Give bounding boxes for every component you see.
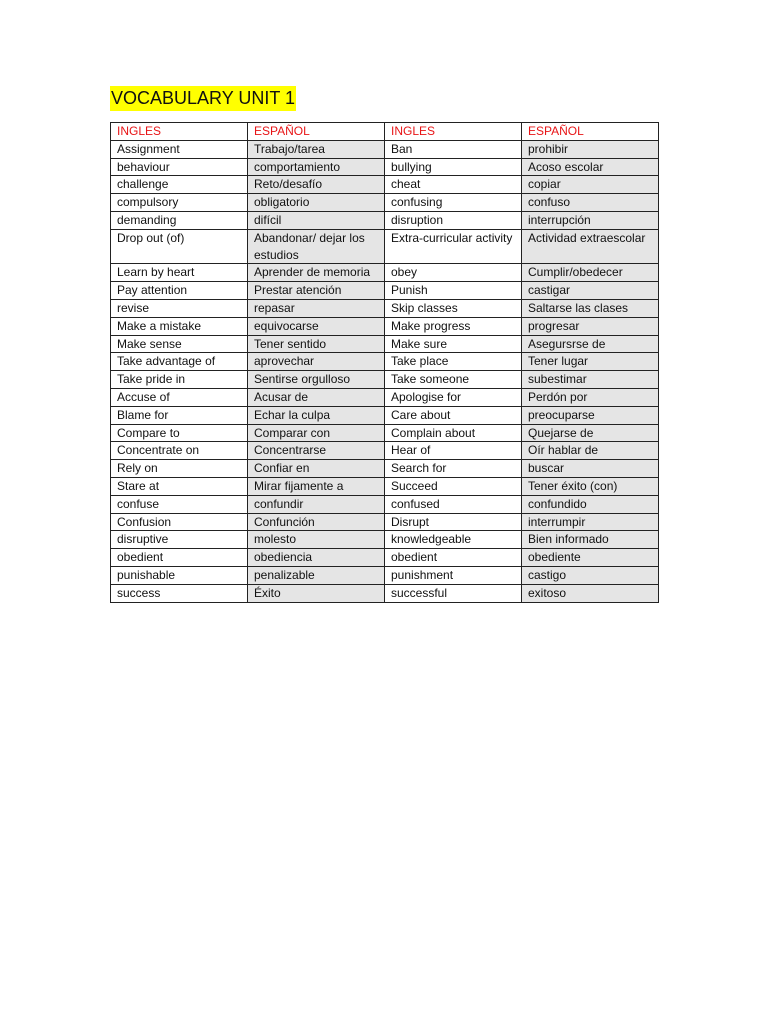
english-term: challenge (111, 176, 248, 194)
spanish-term: Oír hablar de (522, 442, 659, 460)
english-term: Pay attention (111, 282, 248, 300)
english-term: Confusion (111, 513, 248, 531)
spanish-term: confundido (522, 495, 659, 513)
english-term: Take place (385, 353, 522, 371)
spanish-term: Comparar con (248, 424, 385, 442)
spanish-term: repasar (248, 299, 385, 317)
english-term: Take someone (385, 371, 522, 389)
spanish-term: Prestar atención (248, 282, 385, 300)
english-term: Make progress (385, 317, 522, 335)
english-term: Concentrate on (111, 442, 248, 460)
english-term: Search for (385, 460, 522, 478)
table-row (111, 176, 659, 194)
spanish-term: aprovechar (248, 353, 385, 371)
english-term: disruption (385, 211, 522, 229)
table-row (111, 282, 659, 300)
table-row (111, 531, 659, 549)
spanish-term: copiar (522, 176, 659, 194)
spanish-term: obediente (522, 549, 659, 567)
table-row (111, 158, 659, 176)
english-term: behaviour (111, 158, 248, 176)
english-term: bullying (385, 158, 522, 176)
spanish-term: Confunción (248, 513, 385, 531)
spanish-term: Quejarse de (522, 424, 659, 442)
english-term: Hear of (385, 442, 522, 460)
english-term: Skip classes (385, 299, 522, 317)
spanish-term: castigo (522, 566, 659, 584)
english-term: Take pride in (111, 371, 248, 389)
spanish-term: Éxito (248, 584, 385, 602)
spanish-term: Tener éxito (con) (522, 477, 659, 495)
table-row (111, 353, 659, 371)
spanish-term: Saltarse las clases (522, 299, 659, 317)
english-term: Make a mistake (111, 317, 248, 335)
english-term: punishable (111, 566, 248, 584)
table-body (111, 140, 659, 602)
spanish-term: interrupción (522, 211, 659, 229)
spanish-term: Confiar en (248, 460, 385, 478)
spanish-term: difícil (248, 211, 385, 229)
english-term: confuse (111, 495, 248, 513)
english-term: Compare to (111, 424, 248, 442)
english-term: Blame for (111, 406, 248, 424)
header-espanol: ESPAÑOL (248, 123, 385, 141)
spanish-term: Acusar de (248, 388, 385, 406)
spanish-term: buscar (522, 460, 659, 478)
english-term: Rely on (111, 460, 248, 478)
header-ingles: INGLES (111, 123, 248, 141)
spanish-term: equivocarse (248, 317, 385, 335)
table-row (111, 477, 659, 495)
english-term: Assignment (111, 140, 248, 158)
table-row (111, 460, 659, 478)
english-term: successful (385, 584, 522, 602)
table-row (111, 406, 659, 424)
spanish-term: subestimar (522, 371, 659, 389)
spanish-term: Tener sentido (248, 335, 385, 353)
spanish-term: Tener lugar (522, 353, 659, 371)
english-term: Take advantage of (111, 353, 248, 371)
spanish-term: Reto/desafío (248, 176, 385, 194)
spanish-term: castigar (522, 282, 659, 300)
table-row (111, 566, 659, 584)
spanish-term: Abandonar/ dejar los estudios (248, 229, 385, 264)
table-row (111, 335, 659, 353)
english-term: Drop out (of) (111, 229, 248, 264)
english-term: revise (111, 299, 248, 317)
spanish-term: molesto (248, 531, 385, 549)
table-row (111, 549, 659, 567)
table-row (111, 194, 659, 212)
english-term: disruptive (111, 531, 248, 549)
spanish-term: Cumplir/obedecer (522, 264, 659, 282)
english-term: punishment (385, 566, 522, 584)
english-term: Punish (385, 282, 522, 300)
spanish-term: Trabajo/tarea (248, 140, 385, 158)
spanish-term: comportamiento (248, 158, 385, 176)
spanish-term: exitoso (522, 584, 659, 602)
english-term: demanding (111, 211, 248, 229)
english-term: compulsory (111, 194, 248, 212)
english-term: Make sure (385, 335, 522, 353)
spanish-term: preocuparse (522, 406, 659, 424)
english-term: success (111, 584, 248, 602)
spanish-term: confundir (248, 495, 385, 513)
english-term: Care about (385, 406, 522, 424)
vocabulary-table (110, 122, 659, 603)
english-term: Stare at (111, 477, 248, 495)
table-row (111, 317, 659, 335)
spanish-term: Concentrarse (248, 442, 385, 460)
spanish-term: Perdón por (522, 388, 659, 406)
english-term: obey (385, 264, 522, 282)
table-row (111, 442, 659, 460)
table-row (111, 388, 659, 406)
english-term: Apologise for (385, 388, 522, 406)
english-term: Learn by heart (111, 264, 248, 282)
english-term: Make sense (111, 335, 248, 353)
english-term: Ban (385, 140, 522, 158)
table-header-row (111, 123, 659, 141)
header-espanol: ESPAÑOL (522, 123, 659, 141)
table-row (111, 584, 659, 602)
english-term: Accuse of (111, 388, 248, 406)
table-row (111, 495, 659, 513)
english-term: confusing (385, 194, 522, 212)
english-term: obedient (385, 549, 522, 567)
header-ingles: INGLES (385, 123, 522, 141)
english-term: cheat (385, 176, 522, 194)
english-term: Extra-curricular activity (385, 229, 522, 264)
spanish-term: Mirar fijamente a (248, 477, 385, 495)
english-term: knowledgeable (385, 531, 522, 549)
spanish-term: Sentirse orgulloso (248, 371, 385, 389)
english-term: Complain about (385, 424, 522, 442)
document-title: VOCABULARY UNIT 1 (110, 86, 296, 111)
spanish-term: obligatorio (248, 194, 385, 212)
table-row (111, 229, 659, 264)
english-term: Succeed (385, 477, 522, 495)
spanish-term: interrumpir (522, 513, 659, 531)
table-row (111, 513, 659, 531)
table-row (111, 211, 659, 229)
spanish-term: Actividad extraescolar (522, 229, 659, 264)
table-row (111, 299, 659, 317)
spanish-term: penalizable (248, 566, 385, 584)
spanish-term: Asegursrse de (522, 335, 659, 353)
english-term: obedient (111, 549, 248, 567)
table-row (111, 371, 659, 389)
spanish-term: progresar (522, 317, 659, 335)
spanish-term: confuso (522, 194, 659, 212)
spanish-term: Aprender de memoria (248, 264, 385, 282)
english-term: Disrupt (385, 513, 522, 531)
english-term: confused (385, 495, 522, 513)
table-row (111, 424, 659, 442)
table-row (111, 264, 659, 282)
spanish-term: prohibir (522, 140, 659, 158)
spanish-term: Acoso escolar (522, 158, 659, 176)
spanish-term: Bien informado (522, 531, 659, 549)
spanish-term: Echar la culpa (248, 406, 385, 424)
spanish-term: obediencia (248, 549, 385, 567)
table-row (111, 140, 659, 158)
